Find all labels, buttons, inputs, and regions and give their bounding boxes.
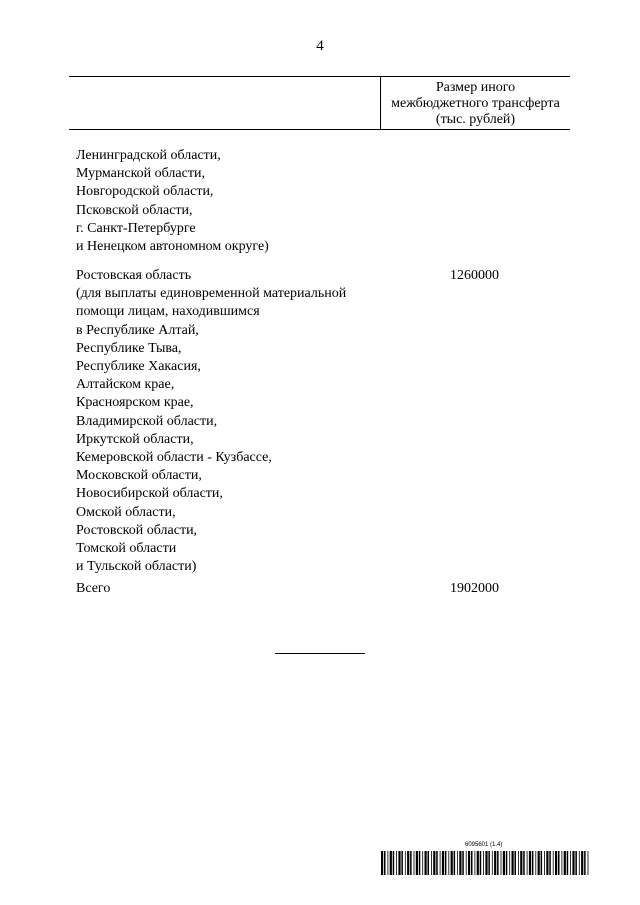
value-column-header-line: Размер иного — [435, 80, 516, 95]
barcode-bar — [381, 851, 383, 875]
barcode-bar — [579, 851, 580, 875]
barcode-bar — [492, 851, 493, 875]
region-line: Новгородской области, — [76, 184, 214, 200]
continuation-region-list — [76, 147, 376, 256]
barcode-bar — [425, 851, 427, 875]
barcode-bar — [488, 851, 490, 875]
barcode-bar — [468, 851, 470, 875]
barcode-bar — [541, 851, 543, 875]
barcode-bar — [459, 851, 461, 875]
barcode-bar — [506, 851, 508, 875]
rostov-line: Ростовская область — [76, 268, 192, 283]
barcode-bar — [584, 851, 586, 875]
barcode-bar — [401, 851, 403, 875]
table-header — [69, 76, 570, 130]
rostov-line: Красноярском крае, — [76, 395, 194, 411]
barcode-bar — [475, 851, 476, 875]
rostov-line: Томской области — [76, 541, 177, 557]
barcode-bar — [433, 851, 435, 875]
rostov-line: Республике Тыва, — [76, 340, 182, 356]
barcode-bar — [471, 851, 473, 875]
barcode-bar — [558, 851, 560, 875]
barcode-bar — [523, 851, 525, 875]
barcode-bar — [509, 851, 510, 875]
barcode-bar — [431, 851, 432, 875]
barcode-bar — [532, 851, 534, 875]
barcode-bar — [436, 851, 438, 875]
barcode-bar — [390, 851, 392, 875]
barcode-bar — [398, 851, 400, 875]
barcode-bar — [422, 851, 423, 875]
region-line: Мурманской области, — [76, 166, 205, 182]
barcode-bar — [535, 851, 536, 875]
rostov-line: (для выплаты единовременной материальной — [76, 286, 347, 302]
barcode-bar — [388, 851, 389, 875]
total-value: 1902000 — [450, 581, 499, 596]
barcode-bar — [575, 851, 577, 875]
barcode-bar — [518, 851, 519, 875]
end-separator-line — [275, 653, 365, 654]
barcode-bar — [462, 851, 464, 875]
barcode-bar — [416, 851, 418, 875]
rostov-line: и Тульской области) — [76, 559, 197, 575]
rostov-line: Республике Хакасия, — [76, 359, 201, 375]
rostov-line: Иркутской области, — [76, 431, 194, 447]
page-number: 4 — [316, 38, 324, 54]
barcode-bar — [549, 851, 551, 875]
barcode-bar — [562, 851, 563, 875]
barcode-bar — [477, 851, 479, 875]
barcode-bar — [564, 851, 566, 875]
rostov-line: Алтайском крае, — [76, 377, 175, 393]
value-column-header-line: (тыс. рублей) — [435, 112, 516, 127]
barcode-bar — [448, 851, 449, 875]
barcode-bar — [538, 851, 540, 875]
rostov-line: Московской области, — [76, 468, 202, 484]
rostov-line: Кемеровской области - Кузбассе, — [76, 450, 272, 466]
total-label: Всего — [76, 581, 111, 596]
barcode-bar — [483, 851, 484, 875]
barcode-bar — [396, 851, 397, 875]
rostov-line: помощи лицам, находившимся — [76, 304, 260, 320]
barcode-bar — [512, 851, 514, 875]
barcode-bar — [546, 851, 548, 875]
region-line: Ленинградской области, — [76, 148, 221, 163]
barcode-bar — [457, 851, 458, 875]
value-column-header-line: межбюджетного трансферта — [391, 96, 560, 111]
barcode-bar — [454, 851, 456, 875]
barcode-bar — [451, 851, 453, 875]
barcode-bar — [428, 851, 430, 875]
barcode-bar — [405, 851, 406, 875]
region-line: и Ненецком автономном округе) — [76, 239, 269, 255]
barcode-bar — [419, 851, 421, 875]
rostov-entry — [76, 267, 376, 576]
barcode-bar — [570, 851, 571, 875]
barcode-bar — [529, 851, 531, 875]
barcode-bar — [503, 851, 505, 875]
barcode-bar — [440, 851, 441, 875]
barcode-bar — [480, 851, 482, 875]
barcode-bar — [414, 851, 415, 875]
barcode-bar — [515, 851, 517, 875]
value-column-header — [381, 80, 570, 128]
barcode-bar — [393, 851, 395, 875]
barcode-bar — [485, 851, 487, 875]
barcode-bar — [384, 851, 386, 875]
barcode — [381, 851, 591, 875]
barcode-bar — [466, 851, 467, 875]
barcode-bar — [581, 851, 583, 875]
barcode-bar — [553, 851, 554, 875]
barcode-bar — [501, 851, 502, 875]
barcode-bar — [527, 851, 528, 875]
barcode-bar — [497, 851, 499, 875]
rostov-line: Владимирской области, — [76, 413, 218, 429]
barcode-bar — [407, 851, 409, 875]
region-line: г. Санкт-Петербурге — [76, 220, 196, 236]
barcode-bar — [567, 851, 569, 875]
barcode-bar — [572, 851, 574, 875]
barcode-bar — [494, 851, 496, 875]
region-line: Псковской области, — [76, 202, 193, 218]
barcode-bar — [555, 851, 557, 875]
barcode-bar — [445, 851, 447, 875]
barcode-bar — [588, 851, 589, 875]
barcode-bar — [520, 851, 522, 875]
rostov-value: 1260000 — [450, 268, 499, 283]
barcode-bar — [544, 851, 545, 875]
barcode-label: 6095601 (1.4) — [465, 842, 503, 848]
rostov-line: в Республике Алтай, — [76, 322, 199, 338]
rostov-line: Новосибирской области, — [76, 486, 223, 502]
barcode-bar — [442, 851, 444, 875]
barcode-bar — [410, 851, 412, 875]
rostov-line: Омской области, — [76, 504, 176, 520]
rostov-line: Ростовской области, — [76, 522, 198, 538]
